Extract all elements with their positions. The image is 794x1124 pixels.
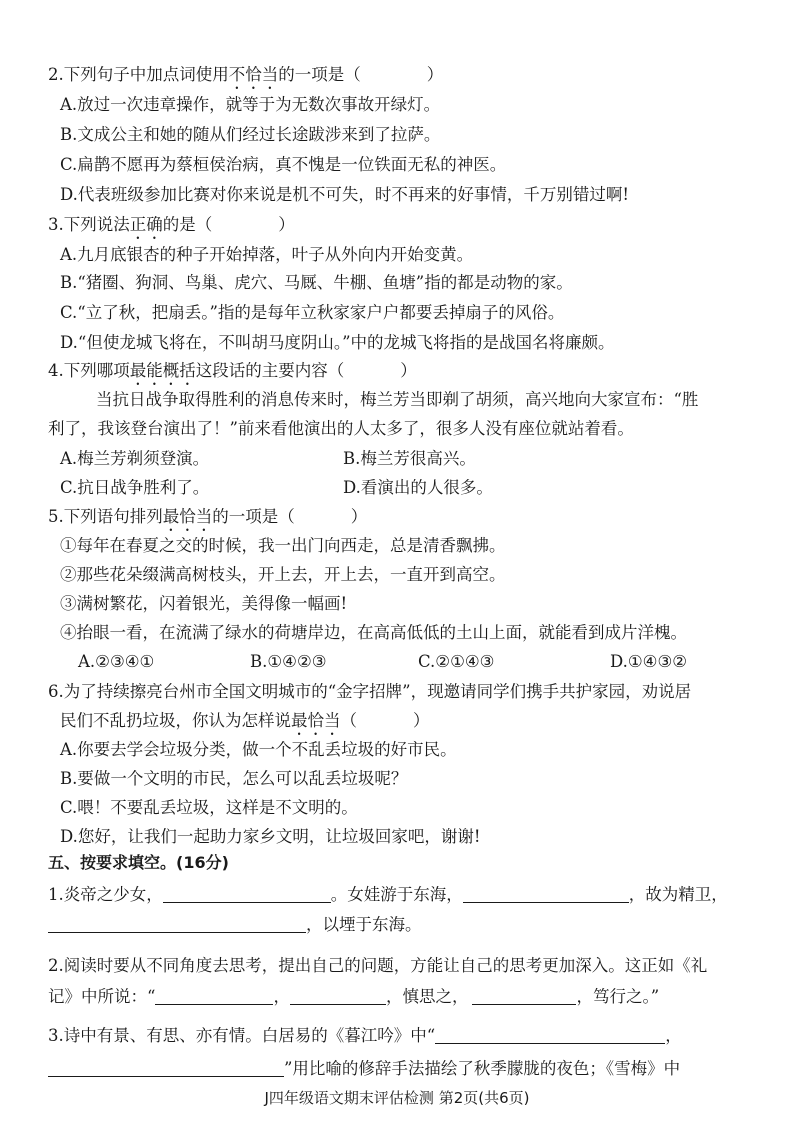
q6-stem-line-2 [60, 710, 430, 739]
q4-passage-line-2: 利了，我该登台演出了！”前来看他演出的人太多了，很多人没有座位就站着看。 [48, 419, 634, 438]
page-footer: J四年级语文期末评估检测 第2页(共6页) [264, 1089, 530, 1107]
q3-stem-emphasis: 正确 [129, 215, 163, 234]
fill-blank[interactable] [163, 886, 331, 903]
fill-1-text-a: 1.炎帝之少女， [48, 885, 163, 904]
fill-3-text-a: 3.诗中有景、有思、亦有情。白居易的《暮江吟》中“ [48, 1026, 436, 1045]
q2-stem-prefix: 2.下列句子中加点词使用 [48, 65, 229, 84]
fill-blank[interactable] [155, 988, 273, 1005]
q6-option-d: D.您好，让我们一起助力家乡文明，让垃圾回家吧，谢谢! [60, 827, 481, 846]
q5-option-d: D.①④③② [610, 652, 688, 671]
fill-1-text-c: ，故为精卫， [628, 885, 728, 904]
q2-option-b: B.文成公主和她的随从们经过长途跋涉来到了拉萨。 [60, 125, 441, 144]
q5-option-a: A.②③④① [78, 652, 155, 671]
fill-1-line-1 [48, 884, 728, 906]
q5-stem-emphasis: 最恰当 [162, 507, 213, 526]
fill-3-text-b: ， [665, 1026, 682, 1045]
q4-option-a: A.梅兰芳剃须登演。 [60, 449, 210, 468]
q3-stem-suffix: 的是（ [162, 215, 213, 234]
q5-option-b: B.①④②③ [250, 652, 327, 671]
q2-option-d: D.代表班级参加比赛对你来说是机不可失，时不再来的好事情，千万别错过啊! [60, 185, 630, 204]
q6-option-a: A.你要去学会垃圾分类，做一个不乱丢垃圾的好市民。 [60, 740, 457, 759]
q4-option-d: D.看演出的人很多。 [343, 478, 493, 497]
fill-blank[interactable] [435, 1027, 665, 1044]
q6-stem-emphasis: 最恰当 [291, 711, 341, 730]
q6-stem-close: ） [413, 711, 430, 730]
q4-option-b: B.梅兰芳很高兴。 [343, 449, 476, 468]
q5-option-c: C.②①④③ [418, 652, 495, 671]
fill-3-line-1 [48, 1025, 682, 1047]
q5-stem [48, 506, 367, 535]
q6-option-b: B.要做一个文明的市民，怎么可以乱丢垃圾呢？ [60, 769, 408, 788]
fill-2-text-b: ， [273, 987, 290, 1006]
q3-option-c: C.“立了秋，把扇丢。”指的是每年立秋家家户户都要丢掉扇子的风俗。 [60, 303, 565, 322]
q5-sentence-2: ②那些花朵缀满高树枝头，开上去，开上去，一直开到高空。 [60, 565, 506, 584]
q4-option-c: C.抗日战争胜利了。 [60, 478, 210, 497]
fill-1-line-2 [48, 914, 422, 936]
q3-option-d: D.“但使龙城飞将在，不叫胡马度阴山。”中的龙城飞将指的是战国名将廉颇。 [60, 333, 615, 352]
q2-option-a: A.放过一次违章操作，就等于为无数次事故开绿灯。 [60, 95, 441, 114]
q2-stem-emphasis: 不恰当 [228, 65, 279, 84]
fill-2-line-1: 2.阅读时要从不同角度去思考，提出自己的问题，方能让自己的思考更加深入。这正如《礼 [48, 956, 708, 975]
q2-option-c: C.扁鹊不愿再为蔡桓侯治病，真不愧是一位铁面无私的神医。 [60, 155, 507, 174]
q4-stem-close: ） [400, 361, 417, 380]
fill-2-line-2 [48, 986, 659, 1008]
q6-stem-suffix: （ [340, 711, 357, 730]
section-title: 五、按要求填空。(16分) [48, 853, 229, 872]
fill-blank[interactable] [472, 988, 576, 1005]
fill-blank[interactable] [463, 886, 629, 903]
fill-3-line-2 [48, 1058, 680, 1080]
fill-blank[interactable] [290, 988, 386, 1005]
q4-passage-line-1: 当抗日战争取得胜利的消息传来时，梅兰芳当即剃了胡须，高兴地向大家宣布：“胜 [96, 390, 699, 409]
q5-stem-suffix: 的一项是（ [212, 507, 295, 526]
q6-stem-line-1: 6.为了持续擦亮台州市全国文明城市的“金字招牌”，现邀请同学们携手共护家园，劝说居 [48, 682, 692, 701]
q5-sentence-4: ④抬眼一看，在流满了绿水的荷塘岸边，在高高低低的土山上面，就能看到成片洋槐。 [60, 623, 687, 642]
q6-option-c: C.喂！不要乱丢垃圾，这样是不文明的。 [60, 798, 358, 817]
fill-1-text-d: ，以堙于东海。 [306, 915, 422, 934]
q4-stem [48, 360, 417, 389]
q6-stem-prefix: 民们不乱扔垃圾，你认为怎样说 [60, 711, 291, 730]
fill-2-text-d: ，笃行之。” [576, 987, 660, 1006]
q5-sentence-3: ③满树繁花，闪着银光，美得像一幅画! [60, 594, 348, 613]
q2-stem-close: ） [426, 65, 444, 84]
q2-stem [48, 64, 443, 93]
fill-2-text-a: 记》中所说：“ [48, 987, 156, 1006]
q4-stem-suffix: 这段话的主要内容（ [195, 361, 345, 380]
fill-1-text-b: 。女娃游于东海， [330, 885, 463, 904]
q5-sentence-1: ①每年在春夏之交的时候，我一出门向西走，总是清香飘拂。 [60, 536, 506, 555]
q3-stem [48, 214, 295, 243]
fill-blank[interactable] [48, 916, 306, 933]
q3-option-a: A.九月底银杏的种子开始掉落，叶子从外向内开始变黄。 [60, 245, 474, 264]
q3-stem-prefix: 3.下列说法 [48, 215, 130, 234]
q3-stem-close: ） [278, 215, 295, 234]
q4-stem-prefix: 4.下列哪项 [48, 361, 130, 380]
q2-stem-suffix: 的一项是（ [278, 65, 361, 84]
q3-option-b: B.“猪圈、狗洞、鸟巢、虎穴、马厩、牛棚、鱼塘”指的都是动物的家。 [60, 273, 573, 292]
fill-2-text-c: ，慎思之， [385, 987, 469, 1006]
q4-stem-emphasis: 最能概括 [129, 361, 196, 380]
q5-stem-prefix: 5.下列语句排列 [48, 507, 163, 526]
fill-blank[interactable] [48, 1060, 284, 1077]
fill-3-text-c: ”用比喻的修辞手法描绘了秋季朦胧的夜色；《雪梅》中 [284, 1059, 681, 1078]
q5-stem-close: ） [350, 507, 368, 526]
